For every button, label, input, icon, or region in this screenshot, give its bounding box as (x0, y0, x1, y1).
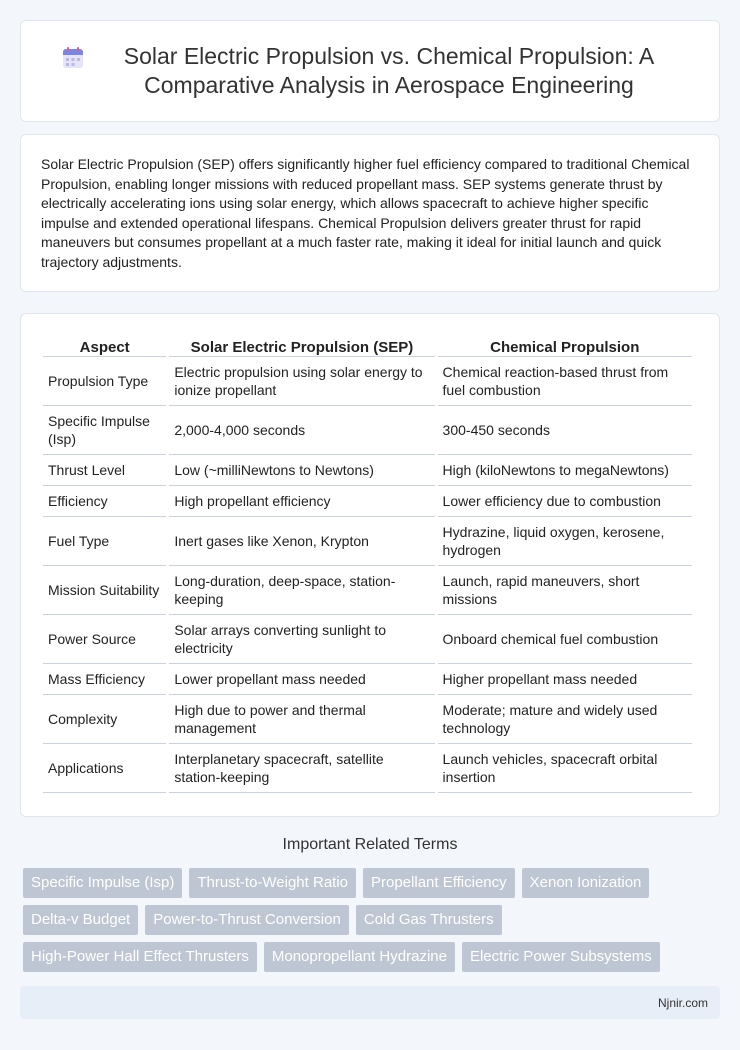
table-row (43, 486, 692, 517)
cell-aspect: Power Source (43, 615, 166, 664)
cell-chemical: Lower efficiency due to combustion (438, 486, 692, 517)
cell-chemical: Higher propellant mass needed (438, 664, 692, 695)
related-term-tag[interactable]: Xenon Ionization (522, 868, 650, 898)
cell-sep: Low (~milliNewtons to Newtons) (169, 455, 434, 486)
related-term-tag[interactable]: Propellant Efficiency (363, 868, 515, 898)
related-term-tag[interactable]: Electric Power Subsystems (462, 942, 660, 972)
cell-chemical: Moderate; mature and widely used technology (438, 695, 692, 744)
footer (20, 986, 720, 1019)
related-terms-list (23, 868, 723, 979)
cell-aspect: Specific Impulse (Isp) (43, 406, 166, 455)
cell-aspect: Propulsion Type (43, 357, 166, 406)
cell-sep: High due to power and thermal management (169, 695, 434, 744)
cell-chemical: Launch, rapid maneuvers, short missions (438, 566, 692, 615)
table-header-row (43, 334, 692, 357)
related-term-tag[interactable]: Delta-v Budget (23, 905, 138, 935)
related-term-tag[interactable]: Specific Impulse (Isp) (23, 868, 182, 898)
cell-chemical: 300-450 seconds (438, 406, 692, 455)
table-row (43, 566, 692, 615)
page-title: Solar Electric Propulsion vs. Chemical Propulsion: A Comparative Analysis in Aerospace Engineering (123, 43, 655, 98)
column-header-sep: Solar Electric Propulsion (SEP) (169, 334, 434, 357)
title-row (21, 21, 719, 121)
table-body (43, 357, 692, 793)
cell-chemical: Onboard chemical fuel combustion (438, 615, 692, 664)
cell-sep: High propellant efficiency (169, 486, 434, 517)
cell-aspect: Fuel Type (43, 517, 166, 566)
comparison-table (40, 334, 695, 793)
cell-chemical: Chemical reaction-based thrust from fuel combustion (438, 357, 692, 406)
cell-chemical: High (kiloNewtons to megaNewtons) (438, 455, 692, 486)
intro-card (20, 134, 720, 292)
cell-sep: Solar arrays converting sunlight to electricity (169, 615, 434, 664)
related-terms-title: Important Related Terms (282, 836, 458, 853)
table-row (43, 615, 692, 664)
cell-sep: 2,000-4,000 seconds (169, 406, 434, 455)
related-term-tag[interactable]: Cold Gas Thrusters (356, 905, 502, 935)
cell-aspect: Thrust Level (43, 455, 166, 486)
cell-aspect: Mass Efficiency (43, 664, 166, 695)
table-row (43, 695, 692, 744)
table-row (43, 455, 692, 486)
calendar-icon (61, 46, 85, 70)
column-header-chemical: Chemical Propulsion (438, 334, 692, 357)
related-term-tag[interactable]: Power-to-Thrust Conversion (145, 905, 349, 935)
related-term-tag[interactable]: Monopropellant Hydrazine (264, 942, 455, 972)
cell-aspect: Efficiency (43, 486, 166, 517)
cell-sep: Lower propellant mass needed (169, 664, 434, 695)
cell-chemical: Hydrazine, liquid oxygen, kerosene, hydrogen (438, 517, 692, 566)
cell-sep: Electric propulsion using solar energy to ionize propellant (169, 357, 434, 406)
cell-aspect: Applications (43, 744, 166, 793)
table-row (43, 517, 692, 566)
comparison-table-card (20, 313, 720, 817)
intro-paragraph: Solar Electric Propulsion (SEP) offers significantly higher fuel efficiency compared to traditional Chemical Propulsion, enabling longer missions with reduced propellant mass. SEP systems generate thrust by electrically accelerating ions using solar energy, which allows spacecraft to achieve higher specific impulse and extended operational lifespans. Chemical Propulsion delivers greater thrust for rapid maneuvers but consumes propellant at a much faster rate, making it ideal for initial launch and quick trajectory adjustments. (41, 156, 690, 270)
title-card (20, 20, 720, 122)
cell-chemical: Launch vehicles, spacecraft orbital insertion (438, 744, 692, 793)
column-header-aspect: Aspect (43, 334, 166, 357)
table-row (43, 664, 692, 695)
cell-sep: Interplanetary spacecraft, satellite station-keeping (169, 744, 434, 793)
footer-site[interactable]: Njnir.com (657, 996, 708, 1010)
table-row (43, 357, 692, 406)
related-term-tag[interactable]: Thrust-to-Weight Ratio (189, 868, 356, 898)
cell-aspect: Mission Suitability (43, 566, 166, 615)
table-row (43, 744, 692, 793)
related-term-tag[interactable]: High-Power Hall Effect Thrusters (23, 942, 257, 972)
cell-aspect: Complexity (43, 695, 166, 744)
table-row (43, 406, 692, 455)
cell-sep: Inert gases like Xenon, Krypton (169, 517, 434, 566)
cell-sep: Long-duration, deep-space, station-keeping (169, 566, 434, 615)
